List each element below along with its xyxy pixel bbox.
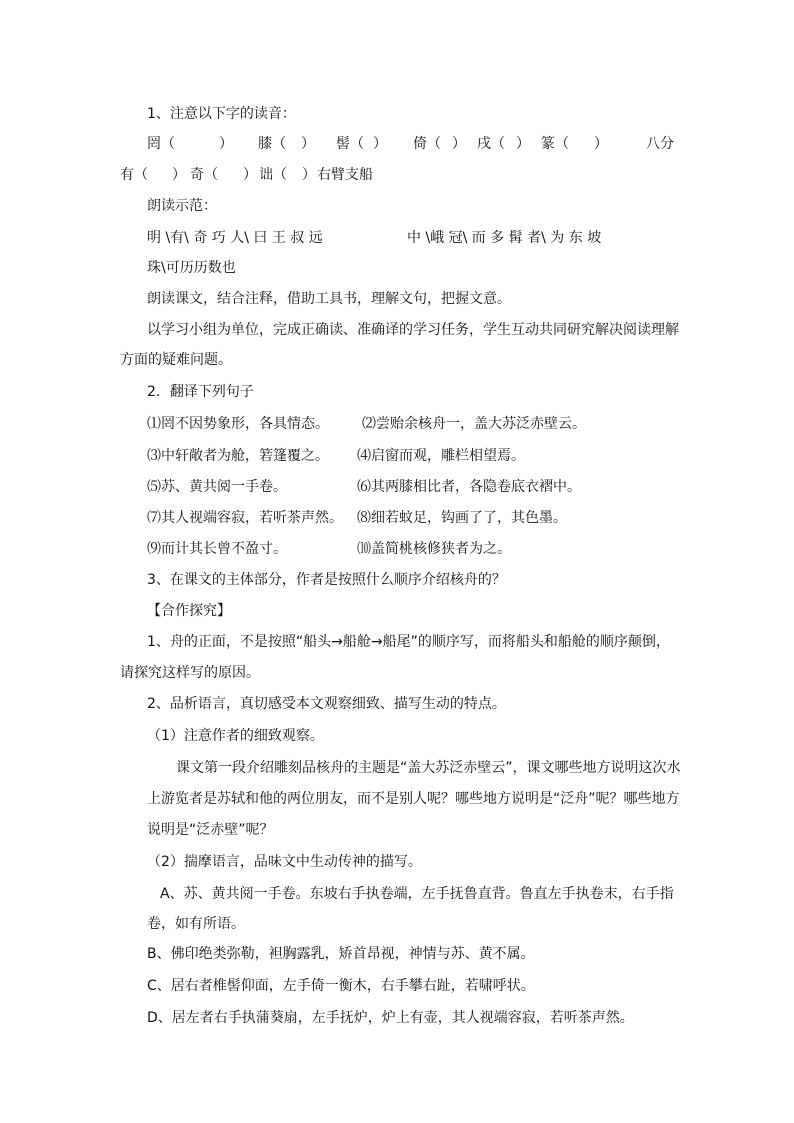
sub-question-2: （2）揣摩语言，品味文中生动传神的描写。 <box>147 854 422 870</box>
char-item: 膝（ <box>258 136 286 152</box>
char-item: 诎（ <box>259 167 287 183</box>
demo-title: 朗读示范： <box>147 198 217 214</box>
sub-paragraph: 课文第一段介绍雕刻品核舟的主题是“盖大苏泛赤壁云”，课文哪些地方说明这次水 <box>176 760 681 776</box>
translate-item: ⑺其人视端容寂，若听茶声然。 <box>147 510 343 526</box>
paragraph: 方面的疑难问题。 <box>120 352 232 368</box>
char-item: 篆（ <box>541 136 569 152</box>
char-item: 髻（ <box>336 136 364 152</box>
char-item: 倚（ <box>413 136 441 152</box>
sub-paragraph: 说明是“泛赤壁”呢？ <box>147 822 274 838</box>
sub-question-1: （1）注意作者的细致观察。 <box>147 728 324 744</box>
translate-item: ⑶中轩敞者为舱，箬篷覆之。 <box>147 448 329 464</box>
demo-line-1a: 明 \有\ 奇 巧 人\ 曰 王 叔 远 <box>147 230 323 246</box>
option-a: A、苏、黄共阅一手卷。东坡右手执卷端，左手抚鲁直背。鲁直左手执卷末，右手指 <box>160 886 674 902</box>
translate-item: ⑻细若蚊足，钩画了了，其色墨。 <box>357 510 567 526</box>
demo-line-1b: 中 \峨 冠\ 而 多 髯 者\ 为 东 坡 <box>407 230 602 246</box>
char-paren: ） <box>452 136 466 152</box>
char-paren: ） <box>594 136 608 152</box>
translate-item: ⑸苏、黄共阅一手卷。 <box>147 479 287 495</box>
translate-heading: 2．翻译下列句子 <box>147 384 254 400</box>
demo-line-2: 珠\可历历数也 <box>147 260 236 276</box>
option-a-cont: 卷，如有所语。 <box>147 916 245 932</box>
char-paren: ） <box>373 136 387 152</box>
option-c: C、居右者椎髻仰面，左手倚一衡木，右手攀右趾，若啸呼状。 <box>147 978 535 994</box>
sub-paragraph: 上游览者是苏轼和他的两位朋友，而不是别人呢？哪些地方说明是“泛舟”呢？哪些地方 <box>147 791 680 807</box>
translate-item: ⑴罔不因势象形，各具情态。 <box>147 416 329 432</box>
char-paren: ） <box>516 136 530 152</box>
option-d: D、居左者右手执蒲葵扇，左手抚炉，炉上有壶，其人视端容寂，若听茶声然。 <box>147 1010 634 1026</box>
char-paren: ） <box>172 167 186 183</box>
translate-item: ⑹其两膝相比者，各隐卷底衣褶中。 <box>357 479 581 495</box>
char-item: 右臂支船 <box>317 167 373 183</box>
coop-question-1: 1、舟的正面，不是按照“船头→船舱→船尾”的顺序写，而将船头和船舱的顺序颠倒， <box>147 634 670 650</box>
paragraph: 朗读课文，结合注释，借助工具书，理解文句，把握文意。 <box>147 291 511 307</box>
coop-heading: 【合作探究】 <box>147 603 231 619</box>
question-3: 3、在课文的主体部分，作者是按照什么顺序介绍核舟的？ <box>147 572 506 588</box>
char-paren: ） <box>301 136 315 152</box>
char-item: 八分 <box>646 136 674 152</box>
translate-item: ⑵尝贻余核舟一，盖大苏泛赤壁云。 <box>362 416 586 432</box>
char-item: 奇（ <box>190 167 218 183</box>
char-item: 戌（ <box>477 136 505 152</box>
coop-question-1-cont: 请探究这样写的原因。 <box>120 665 260 681</box>
char-item: 罔（ <box>147 136 175 152</box>
char-paren: ） <box>219 136 233 152</box>
reading-heading: 1、注意以下字的读音： <box>147 106 296 122</box>
char-paren: ） <box>302 167 316 183</box>
option-b: B、佛印绝类弥勒，袒胸露乳，矫首昂视，神情与苏、黄不属。 <box>147 946 535 962</box>
coop-question-2: 2、品析语言，真切感受本文观察细致、描写生动的特点。 <box>147 696 506 712</box>
translate-item: ⑼而计其长曾不盈寸。 <box>147 541 287 557</box>
translate-item: ⑷启窗而观，雕栏相望焉。 <box>357 448 525 464</box>
paragraph: 以学习小组为单位，完成正确读、准确译的学习任务，学生互动共同研究解决阅读理解 <box>147 322 679 338</box>
char-item: 有（ <box>120 167 148 183</box>
char-paren: ） <box>243 167 257 183</box>
translate-item: ⑽盖简桃核修狭者为之。 <box>357 541 511 557</box>
